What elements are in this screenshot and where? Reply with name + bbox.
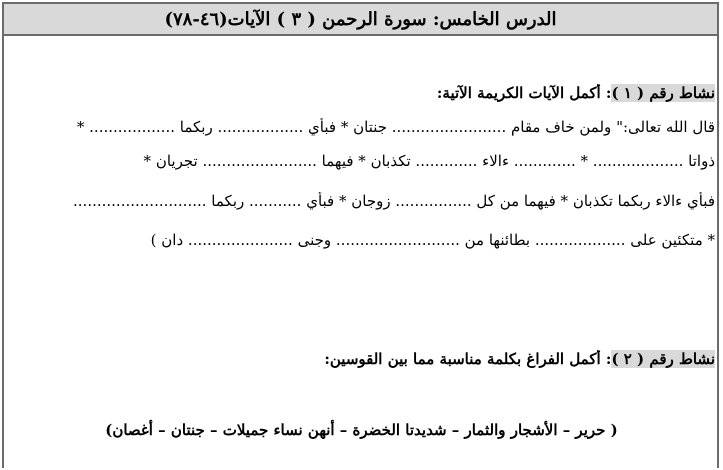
verse-line-2: ذواتا ................... * ............. ءالاء ............. تكذبان * فيهما ........................ تجريان * (143, 152, 715, 170)
word-choices: ( حرير – الأشجار والثمار – شديدتا الخضرة – أنهن نساء جميلات – جنتان – أغصان) (105, 421, 618, 439)
lesson-title: الدرس الخامس: سورة الرحمن ( ٣ ) الآيات(٤٦-٧٨) (164, 8, 557, 30)
verse-line-3: فبأي ءالاء ربكما تكذبان * فيهما من كل ................ زوجان * فبأي ........... ربكما ............................ (73, 192, 715, 210)
activity2-heading (8, 350, 715, 368)
verse-line-1: قال الله تعالى:" ولمن خاف مقام ........................ جنتان * فبأي .................. ربكما .................. * (76, 118, 715, 136)
activity2-label: نشاط رقم ( ٢ ) (611, 350, 715, 368)
activity1-heading (8, 84, 715, 102)
activity1-instruction: : أكمل الآيات الكريمة الآتية: (436, 84, 612, 102)
activity1-label: نشاط رقم ( ١ ) (611, 84, 715, 102)
verse-line-4: * متكئين على ................... بطائنها من .......................... وجنى ...................... دان ) (150, 231, 715, 249)
lesson-title-bar (2, 2, 719, 36)
activity2-instruction: : أكمل الفراغ بكلمة مناسبة مما بين القوسين: (324, 350, 612, 368)
